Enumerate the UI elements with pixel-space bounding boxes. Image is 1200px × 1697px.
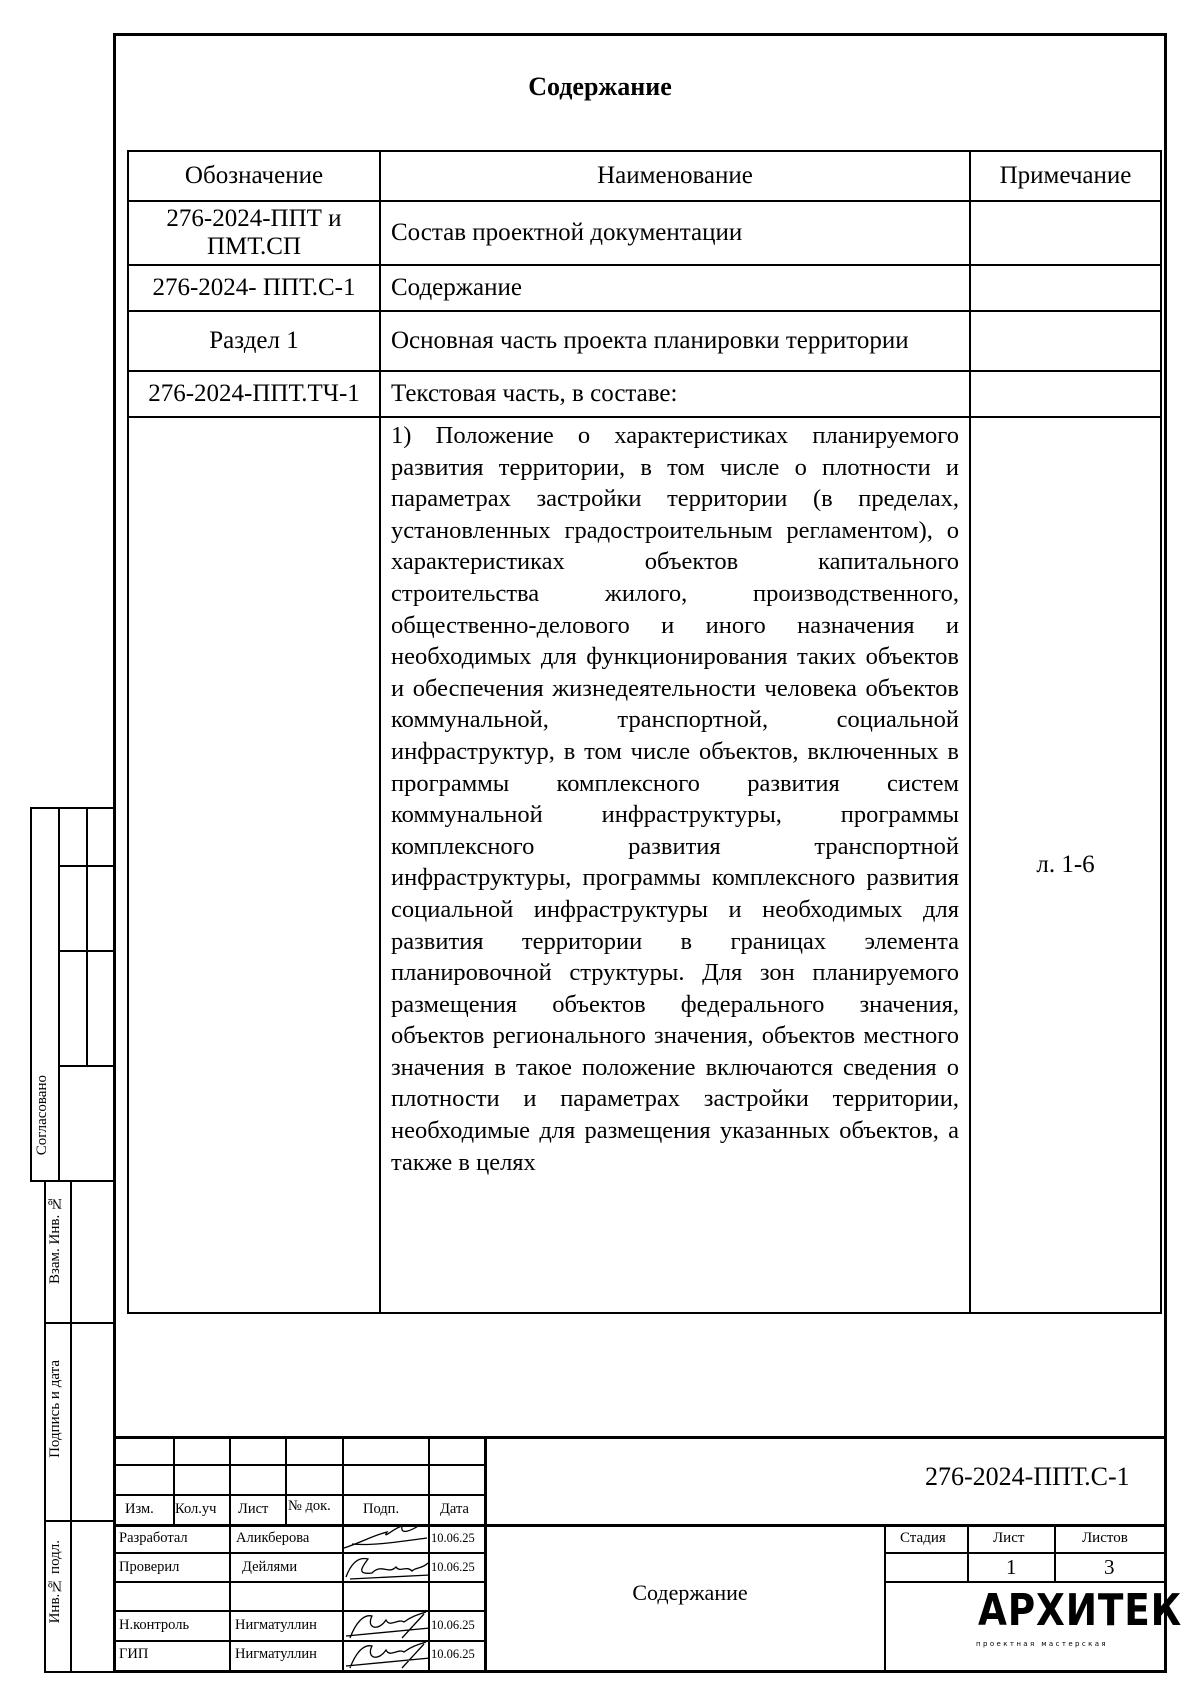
date-checker: 10.06.25 (431, 1560, 475, 1574)
name-developer: Аликберова (236, 1530, 310, 1546)
sign-date-label: Подпись и дата (47, 1360, 63, 1458)
role-chief: ГИП (119, 1646, 149, 1662)
table-row (128, 371, 1161, 417)
date-chief: 10.06.25 (431, 1647, 475, 1661)
row-paragraph-note: л. 1-6 (970, 417, 1161, 1313)
col-kol: Кол.уч (175, 1501, 217, 1517)
date-norm-control: 10.06.25 (431, 1618, 475, 1632)
sheet-value: 1 (1006, 1555, 1017, 1579)
sheets-value: 3 (1104, 1555, 1115, 1579)
row-note (970, 265, 1161, 311)
name-chief: Нигматуллин (235, 1646, 317, 1662)
row-code: 276-2024-ППТ.ТЧ-1 (128, 371, 380, 417)
row-code: Раздел 1 (128, 311, 380, 371)
row-name: Содержание (380, 265, 970, 311)
table-row (128, 265, 1161, 311)
header-note: Примечание (970, 151, 1161, 201)
table-row (128, 201, 1161, 265)
row-code-empty (128, 417, 380, 1313)
table-row (128, 417, 1161, 1313)
row-name: Основная часть проекта планировки территории (380, 311, 970, 371)
row-note (970, 371, 1161, 417)
replace-inv-label: Взам. Инв. № (47, 1195, 63, 1285)
row-note (970, 201, 1161, 265)
name-checker: Дейлями (242, 1559, 298, 1575)
row-name: Текстовая часть, в составе: (380, 371, 970, 417)
doc-code: 276-2024-ППТ.С-1 (925, 1462, 1130, 1491)
col-izm: Изм. (125, 1501, 154, 1517)
name-norm-control: Нигматуллин (235, 1617, 317, 1633)
inv-orig-label: Инв.№ подл. (47, 1540, 63, 1624)
role-norm-control: Н.контроль (119, 1617, 190, 1633)
row-note (970, 311, 1161, 371)
header-designation: Обозначение (128, 151, 380, 201)
signature-developer (342, 1522, 432, 1554)
row-code: 276-2024- ППТ.С-1 (128, 265, 380, 311)
date-developer: 10.06.25 (431, 1531, 475, 1545)
company-logo: АРХИТЕК (978, 1585, 1183, 1636)
row-name: Состав проектной документации (380, 201, 970, 265)
signature-norm-control (342, 1608, 432, 1642)
company-logo-subtitle: проектная мастерская (976, 1640, 1109, 1648)
role-developer: Разработал (119, 1530, 188, 1546)
sheet-title: Содержание (632, 1580, 748, 1605)
signature-checker (342, 1553, 432, 1583)
table-row (128, 311, 1161, 371)
col-date: Дата (440, 1501, 469, 1517)
page-title: Содержание (528, 72, 672, 101)
col-list: Лист (238, 1501, 269, 1517)
col-sign: Подп. (363, 1501, 400, 1517)
row-code: 276-2024-ППТ и ПМТ.СП (128, 201, 380, 265)
table-header-row (128, 151, 1161, 201)
sheet-label: Лист (993, 1530, 1025, 1546)
col-doc: № док. (288, 1498, 331, 1514)
agreed-label: Согласовано (34, 1075, 50, 1156)
row-paragraph: 1) Положение о характеристиках планируемого развития территории, в том числе о плотности и параметрах застройки территории (в пределах, установленных градостроительным регламентом), о характеристиках объектов капитального строительства жилого, производственного, общественно-делового и иного назначения и необходимых для функционирования таких объектов и обеспечения жизнедеятельности человека объектов коммунальной, транспортной, социальной инфраструктур, в том числе объектов, включенных в программы комплексного развития систем коммунальной инфраструктуры, программы комплексного развития транспортной инфраструктуры, программы комплексного развития социальной инфраструктуры и необходимых для развития территории в границах элемента планировочной структуры. Для зон планируемого размещения объектов федерального значения, объектов регионального значения, объектов местного значения в такое положение включаются сведения о плотности и параметрах застройки территории, необходимые для размещения указанных объектов, а также в целях (380, 417, 970, 1313)
stage-label: Стадия (900, 1530, 946, 1546)
sheets-label: Листов (1082, 1530, 1128, 1546)
contents-table (127, 150, 1162, 1314)
header-name: Наименование (380, 151, 970, 201)
role-checker: Проверил (119, 1559, 180, 1575)
signature-chief (342, 1638, 432, 1672)
